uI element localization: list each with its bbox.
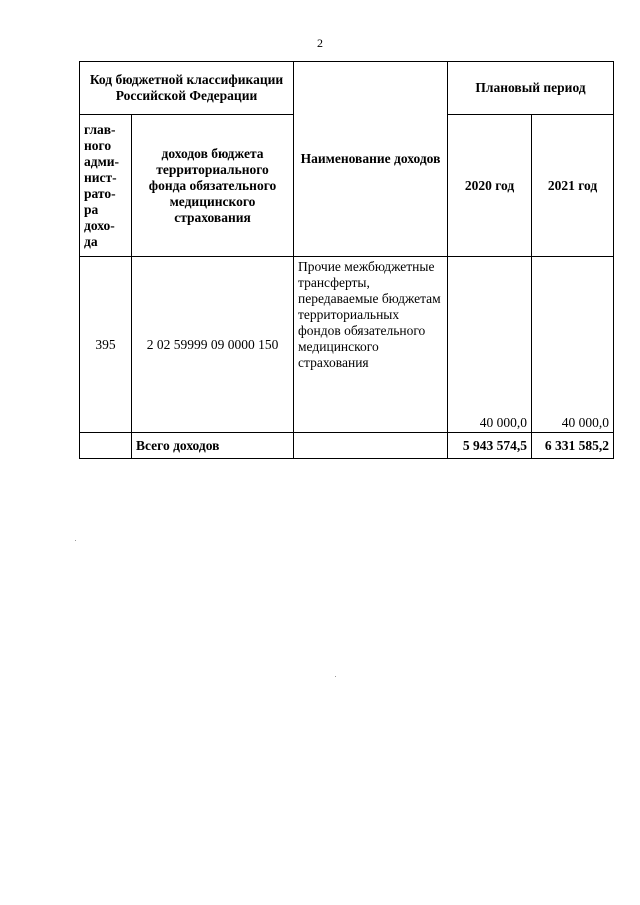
admin-code-cell: 395 — [80, 257, 132, 433]
kbk-group-header: Код бюджетной классификации Российской Федерации — [80, 62, 294, 115]
value-2021-cell: 40 000,0 — [532, 257, 614, 433]
total-2021: 6 331 585,2 — [532, 433, 614, 459]
page-number: 2 — [317, 36, 323, 50]
income-name-cell: Прочие межбюджетные трансферты, передаваемые бюджетам территориальных фондов обязательного медицинского страхования — [294, 257, 448, 433]
total-name-empty-cell — [294, 433, 448, 459]
value-2020-cell: 40 000,0 — [448, 257, 532, 433]
year-2020-header: 2020 год — [448, 115, 532, 257]
total-row — [80, 433, 614, 459]
year-2021-header: 2021 год — [532, 115, 614, 257]
income-code-column-header: доходов бюджета территориального фонда обязательного медицинского страхования — [132, 115, 294, 257]
planned-period-header: Плановый период — [448, 62, 614, 115]
total-label: Всего доходов — [132, 433, 294, 459]
admin-column-header: глав- ного адми- нист- рато- ра дохо- да — [80, 115, 132, 257]
scan-speck — [335, 676, 336, 677]
scan-speck — [75, 540, 76, 541]
income-code-cell: 2 02 59999 09 0000 150 — [132, 257, 294, 433]
income-table — [79, 61, 614, 459]
total-empty-cell — [80, 433, 132, 459]
total-2020: 5 943 574,5 — [448, 433, 532, 459]
table-row — [80, 257, 614, 433]
name-column-header: Наименование доходов — [294, 62, 448, 257]
header-row-1 — [80, 62, 614, 115]
